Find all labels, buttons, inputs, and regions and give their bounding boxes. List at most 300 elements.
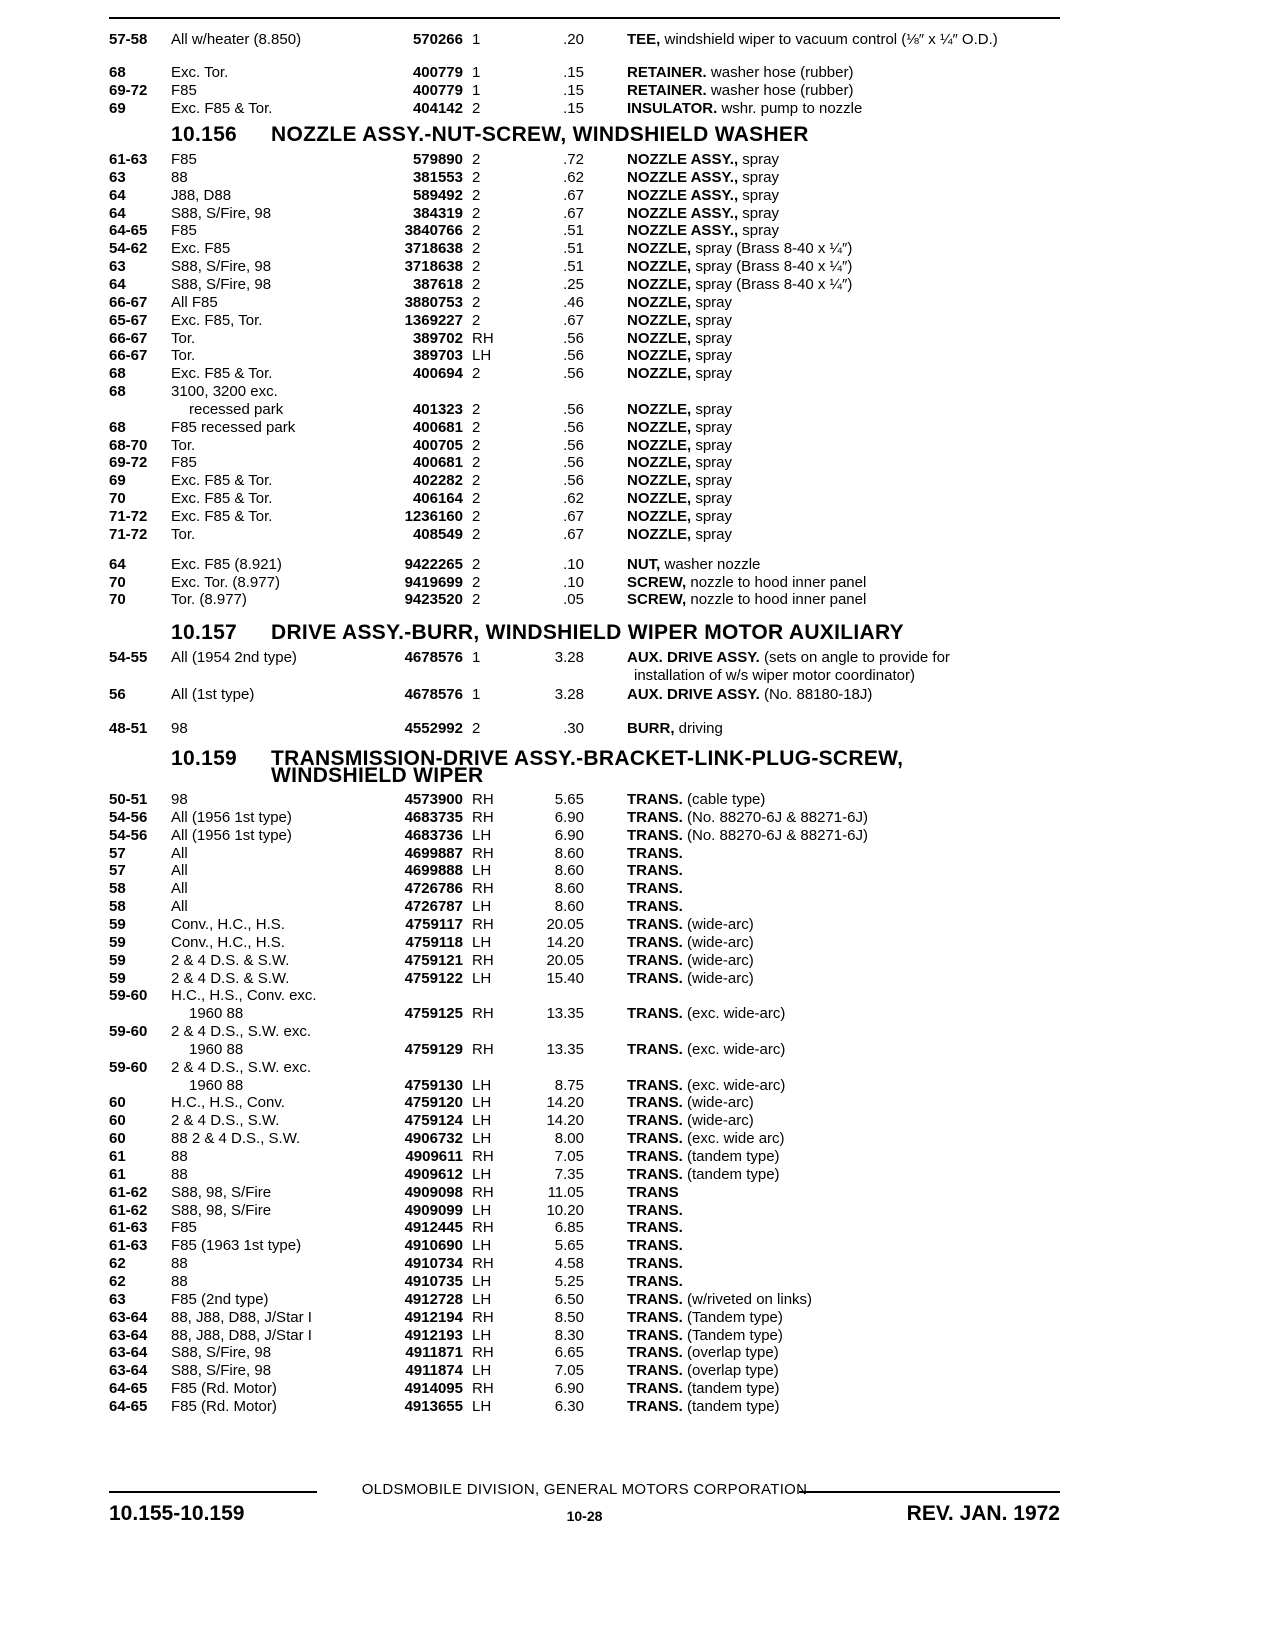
description-cell <box>627 1218 1060 1237</box>
description-detail: washer hose (rubber) <box>706 64 854 81</box>
description-cell <box>627 1290 1060 1309</box>
description-detail: spray <box>738 168 779 186</box>
part-number-cell: 4699888 <box>404 862 463 880</box>
description-cell <box>627 1379 1060 1398</box>
year-cell: 54-62 <box>109 240 148 258</box>
section-title: DRIVE ASSY.-BURR, WINDSHIELD WIPER MOTOR AUXILIARY <box>271 621 904 644</box>
part-number-cell: 4552992 <box>404 720 463 737</box>
year-cell: 64-65 <box>109 1380 148 1398</box>
model-cell: F85 <box>171 151 197 168</box>
description-cell <box>627 879 1060 898</box>
description-item: NOZZLE, <box>627 490 692 508</box>
table-row <box>109 329 1060 348</box>
description-item: TRANS. <box>627 1290 683 1308</box>
part-number-cell: 4912728 <box>404 1290 463 1308</box>
price-cell: 6.90 <box>554 826 584 844</box>
table-row <box>109 1379 1060 1398</box>
part-number-cell: 3718638 <box>404 258 463 276</box>
year-cell: 64 <box>109 275 126 293</box>
price-cell: 5.25 <box>554 1272 584 1290</box>
model-cell: 2 & 4 D.S. & S.W. <box>171 969 290 987</box>
description-cell <box>627 507 1060 526</box>
description-item: TRANS. <box>627 1148 683 1165</box>
model-cell: S88, S/Fire, 98 <box>171 1362 272 1380</box>
description-cell <box>627 915 1060 934</box>
description-item: TRANS. <box>627 791 683 808</box>
description-detail: spray <box>691 293 733 311</box>
quantity-cell: RH <box>472 808 494 826</box>
year-cell: 61-62 <box>109 1183 148 1201</box>
part-number-cell: 402282 <box>412 472 463 490</box>
section-heading <box>171 621 904 644</box>
model-cell: 88 <box>171 1255 188 1273</box>
description-item: TRANS. <box>627 1344 683 1362</box>
price-cell: 8.50 <box>554 1308 584 1326</box>
quantity-cell: RH <box>472 1344 494 1362</box>
quantity-cell: 2 <box>472 418 481 436</box>
description-item: AUX. DRIVE ASSY. <box>627 686 760 703</box>
table-row <box>109 257 1060 276</box>
quantity-cell: LH <box>472 347 492 365</box>
section-heading <box>171 123 809 146</box>
price-cell: .56 <box>563 454 584 472</box>
year-cell: 50-51 <box>109 791 148 808</box>
year-cell: 57 <box>109 844 126 862</box>
table-row <box>109 293 1060 312</box>
description-item: TRANS. <box>627 844 683 862</box>
description-detail: spray <box>691 311 733 329</box>
quantity-cell: 2 <box>472 168 481 186</box>
price-cell: .51 <box>563 258 584 276</box>
model-cell: 98 <box>171 791 188 808</box>
section-number: 10.156 <box>171 123 238 146</box>
model-cell: F85 <box>171 1219 197 1237</box>
part-number-cell: 4678576 <box>404 686 463 703</box>
year-cell: 68 <box>109 64 126 81</box>
table-row <box>109 1111 1060 1130</box>
year-cell: 62 <box>109 1272 126 1290</box>
model-cell: Exc. F85 (8.921) <box>171 555 282 573</box>
price-cell: 14.20 <box>546 1112 584 1130</box>
year-cell: 70 <box>109 490 126 508</box>
table-row <box>109 311 1060 330</box>
description-cell <box>627 239 1060 258</box>
year-cell: 61 <box>109 1165 126 1183</box>
quantity-cell: 2 <box>472 311 481 329</box>
description-detail: washer hose (rubber) <box>706 82 854 99</box>
year-cell: 61-63 <box>109 1237 148 1255</box>
quantity-cell: RH <box>472 951 494 969</box>
quantity-cell: LH <box>472 933 492 951</box>
description-item: NOZZLE ASSY., <box>627 168 739 186</box>
description-detail: (tandem type) <box>682 1380 780 1398</box>
description-cell <box>627 257 1060 276</box>
quantity-cell: 2 <box>472 151 481 168</box>
description-cell <box>627 808 1060 827</box>
description-detail: (Tandem type) <box>682 1308 783 1326</box>
description-cell <box>627 1361 1060 1380</box>
table-row <box>109 879 1060 898</box>
year-cell: 63 <box>109 258 126 276</box>
quantity-cell: 1 <box>472 649 481 666</box>
year-cell: 63-64 <box>109 1344 148 1362</box>
description-detail: (tandem type) <box>682 1397 780 1415</box>
quantity-cell: 2 <box>472 591 481 609</box>
year-cell: 63-64 <box>109 1362 148 1380</box>
year-cell: 71-72 <box>109 508 148 525</box>
description-cell <box>627 1272 1060 1291</box>
part-number-cell: 4759117 <box>405 915 463 933</box>
description-item: TRANS. <box>627 1165 683 1183</box>
part-number-cell: 4759124 <box>404 1112 463 1130</box>
description-item: NOZZLE, <box>627 365 692 383</box>
price-cell: 5.65 <box>554 791 584 808</box>
part-number-cell: 579890 <box>412 151 463 168</box>
table-row <box>109 590 1060 609</box>
year-cell: 60 <box>109 1130 126 1148</box>
quantity-cell: RH <box>472 1219 494 1237</box>
price-cell: 20.05 <box>546 915 584 933</box>
description-cell <box>627 81 1060 100</box>
table-row <box>109 719 1060 738</box>
description-detail: spray <box>691 454 733 472</box>
description-cell <box>627 951 1060 970</box>
part-number-cell: 1236160 <box>404 508 463 525</box>
year-cell: 58 <box>109 880 126 898</box>
table-row <box>109 1004 1060 1023</box>
description-cell <box>627 221 1060 240</box>
price-cell: .30 <box>563 720 584 737</box>
description-item: NOZZLE, <box>627 311 692 329</box>
description-item: NOZZLE, <box>627 293 692 311</box>
table-row <box>109 844 1060 863</box>
section-title: NOZZLE ASSY.-NUT-SCREW, WINDSHIELD WASHER <box>271 123 809 146</box>
description-cell <box>627 1076 1060 1095</box>
description-detail: (No. 88270-6J & 88271-6J) <box>682 808 868 826</box>
description-detail: (w/riveted on links) <box>682 1290 813 1308</box>
price-cell: 6.90 <box>554 808 584 826</box>
footer-revision: REV. JAN. 1972 <box>906 1502 1060 1525</box>
quantity-cell: RH <box>472 880 494 898</box>
table-row <box>109 453 1060 472</box>
model-cell: S88, 98, S/Fire <box>171 1201 272 1219</box>
year-cell: 64 <box>109 555 126 573</box>
description-item: TRANS. <box>627 808 683 826</box>
part-number-cell: 4910690 <box>404 1237 463 1255</box>
part-number-cell: 4759122 <box>404 969 463 987</box>
description-cell <box>627 293 1060 312</box>
table-row <box>109 1183 1060 1202</box>
description-item: NOZZLE, <box>627 258 692 276</box>
model-cell: All w/heater (8.850) <box>171 31 302 48</box>
year-cell: 68 <box>109 418 126 436</box>
price-cell: 3.28 <box>554 686 584 703</box>
footer-section-range: 10.155-10.159 <box>109 1502 245 1525</box>
description-item: TEE, <box>627 31 661 48</box>
description-detail: (wide-arc) <box>682 1112 754 1130</box>
price-cell: .05 <box>563 591 584 609</box>
table-row <box>109 239 1060 258</box>
description-cell <box>627 1165 1060 1184</box>
quantity-cell: RH <box>472 1380 494 1398</box>
model-cell: All <box>171 844 188 862</box>
year-cell: 54-56 <box>109 826 148 844</box>
model-cell: recessed park <box>189 400 284 418</box>
quantity-cell: 1 <box>472 82 481 99</box>
year-cell: 69 <box>109 100 126 117</box>
description-item: NOZZLE, <box>627 454 692 472</box>
part-number-cell: 389702 <box>412 329 463 347</box>
year-cell: 59 <box>109 933 126 951</box>
description-cell <box>627 790 1060 809</box>
description-item: TRANS. <box>627 969 683 987</box>
description-item: TRANS. <box>627 1272 683 1290</box>
year-cell: 61-62 <box>109 1201 148 1219</box>
model-cell: 1960 88 <box>189 1005 244 1023</box>
year-cell: 62 <box>109 1255 126 1273</box>
description-detail: (sets on angle to provide for <box>759 649 950 666</box>
quantity-cell: 2 <box>472 555 481 573</box>
quantity-cell: LH <box>472 1165 492 1183</box>
price-cell: 6.30 <box>554 1397 584 1415</box>
price-cell: .56 <box>563 472 584 490</box>
quantity-cell: 2 <box>472 525 481 543</box>
model-cell: Conv., H.C., H.S. <box>171 915 285 933</box>
table-row <box>109 1147 1060 1166</box>
table-row <box>109 648 1060 667</box>
quantity-cell: LH <box>472 1130 492 1148</box>
description-cell <box>627 969 1060 988</box>
description-cell <box>627 63 1060 82</box>
part-number-cell: 381553 <box>412 168 463 186</box>
quantity-cell: 2 <box>472 490 481 508</box>
part-number-cell: 570266 <box>412 31 463 48</box>
year-cell: 61-63 <box>109 1219 148 1237</box>
year-cell: 60 <box>109 1094 126 1112</box>
price-cell: .15 <box>563 82 584 99</box>
description-cell <box>627 1040 1060 1059</box>
description-item: TRANS. <box>627 1237 683 1255</box>
price-cell: 14.20 <box>546 1094 584 1112</box>
model-cell: Tor. <box>171 525 196 543</box>
table-row <box>109 951 1060 970</box>
description-cell <box>627 1093 1060 1112</box>
description-item: TRANS. <box>627 933 683 951</box>
price-cell: .67 <box>563 204 584 222</box>
description-detail: (wide-arc) <box>682 915 754 933</box>
part-number-cell: 4726786 <box>404 880 463 898</box>
price-cell: 6.90 <box>554 1380 584 1398</box>
description-detail: spray <box>738 204 779 222</box>
year-cell: 71-72 <box>109 525 148 543</box>
description-item: TRANS. <box>627 1219 683 1237</box>
table-row <box>109 1165 1060 1184</box>
quantity-cell: LH <box>472 1397 492 1415</box>
description-item: AUX. DRIVE ASSY. <box>627 649 760 666</box>
description-cell <box>627 1201 1060 1220</box>
description-detail: spray <box>691 525 733 543</box>
description-detail: wshr. pump to nozzle <box>717 100 863 117</box>
part-number-cell: 4683736 <box>404 826 463 844</box>
description-item: TRANS. <box>627 1076 683 1094</box>
model-cell: 88 <box>171 168 188 186</box>
quantity-cell: LH <box>472 862 492 880</box>
table-row <box>109 1093 1060 1112</box>
table-row <box>109 573 1060 592</box>
year-cell: 66-67 <box>109 347 148 365</box>
year-cell: 61 <box>109 1148 126 1165</box>
price-cell: .67 <box>563 311 584 329</box>
year-cell: 68 <box>109 383 126 401</box>
price-cell: .56 <box>563 436 584 454</box>
description-cell <box>627 1004 1060 1023</box>
description-detail: (overlap type) <box>682 1362 779 1380</box>
quantity-cell: 2 <box>472 400 481 418</box>
quantity-cell: LH <box>472 1112 492 1130</box>
price-cell: .56 <box>563 347 584 365</box>
description-detail: (exc. wide-arc) <box>682 1005 786 1023</box>
description-cell <box>627 150 1060 169</box>
description-cell <box>627 364 1060 383</box>
model-cell: F85 (1963 1st type) <box>171 1237 302 1255</box>
description-item: TRANS. <box>627 880 683 898</box>
description-detail: spray <box>738 151 779 168</box>
part-number-cell: 4909098 <box>404 1183 463 1201</box>
part-number-cell: 406164 <box>412 490 463 508</box>
price-cell: .67 <box>563 186 584 204</box>
model-cell: F85 recessed park <box>171 418 296 436</box>
description-detail: spray <box>691 400 733 418</box>
part-number-cell: 408549 <box>412 525 463 543</box>
price-cell: 7.05 <box>554 1148 584 1165</box>
year-cell: 58 <box>109 898 126 916</box>
description-item: NOZZLE ASSY., <box>627 222 739 240</box>
year-cell: 68-70 <box>109 436 148 454</box>
part-number-cell: 4759121 <box>404 951 463 969</box>
price-cell: .51 <box>563 222 584 240</box>
description-detail: washer nozzle <box>660 555 761 573</box>
model-cell: 2 & 4 D.S., S.W. exc. <box>171 1058 312 1076</box>
description-item: TRANS. <box>627 826 683 844</box>
description-item: TRANS. <box>627 1094 683 1112</box>
model-cell: Exc. F85 & Tor. <box>171 365 273 383</box>
description-detail: nozzle to hood inner panel <box>686 591 867 609</box>
part-number-cell: 387618 <box>412 275 463 293</box>
description-detail: (exc. wide arc) <box>682 1130 785 1148</box>
quantity-cell: 2 <box>472 508 481 525</box>
model-cell: 2 & 4 D.S. & S.W. <box>171 951 290 969</box>
year-cell: 63 <box>109 168 126 186</box>
table-row <box>109 1058 1060 1077</box>
quantity-cell: RH <box>472 844 494 862</box>
table-row <box>109 790 1060 809</box>
description-cell <box>627 99 1060 118</box>
part-number-cell: 4726787 <box>404 898 463 916</box>
description-detail: driving <box>674 720 723 737</box>
description-cell <box>627 826 1060 845</box>
table-row <box>109 861 1060 880</box>
part-number-cell: 9423520 <box>404 591 463 609</box>
year-cell: 68 <box>109 365 126 383</box>
quantity-cell: 2 <box>472 204 481 222</box>
description-item: RETAINER. <box>627 64 707 81</box>
quantity-cell: LH <box>472 1094 492 1112</box>
description-item: TRANS. <box>627 915 683 933</box>
table-row <box>109 897 1060 916</box>
table-row <box>109 1343 1060 1362</box>
year-cell: 56 <box>109 686 126 703</box>
quantity-cell: 1 <box>472 64 481 81</box>
description-detail: (wide-arc) <box>682 1094 754 1112</box>
description-detail: windshield wiper to vacuum control (⅛″ x ¼″ O.D.) <box>660 31 998 48</box>
model-cell: 2 & 4 D.S., S.W. exc. <box>171 1023 312 1041</box>
model-cell: Tor. (8.977) <box>171 591 247 609</box>
description-detail: (overlap type) <box>682 1344 779 1362</box>
description-detail: (wide-arc) <box>682 969 754 987</box>
description-detail: spray <box>738 186 779 204</box>
description-item: TRANS. <box>627 1201 683 1219</box>
description-cell <box>627 590 1060 609</box>
year-cell: 64-65 <box>109 222 148 240</box>
description-cell <box>627 471 1060 490</box>
description-item: TRANS. <box>627 1112 683 1130</box>
quantity-cell: 2 <box>472 275 481 293</box>
model-cell: All (1954 2nd type) <box>171 649 297 666</box>
table-row <box>109 418 1060 437</box>
description-item: TRANS. <box>627 1005 683 1023</box>
price-cell: .67 <box>563 508 584 525</box>
description-cell <box>627 329 1060 348</box>
quantity-cell: LH <box>472 1326 492 1344</box>
table-row <box>109 168 1060 187</box>
price-cell: 8.00 <box>554 1130 584 1148</box>
table-row <box>109 1290 1060 1309</box>
price-cell: .51 <box>563 240 584 258</box>
model-cell: S88, S/Fire, 98 <box>171 1344 272 1362</box>
part-number-cell: 400705 <box>412 436 463 454</box>
year-cell: 65-67 <box>109 311 148 329</box>
description-cell <box>627 1343 1060 1362</box>
year-cell: 59-60 <box>109 1023 148 1041</box>
description-cell <box>627 1129 1060 1148</box>
table-row <box>109 1361 1060 1380</box>
table-row <box>109 221 1060 240</box>
year-cell: 64-65 <box>109 1397 148 1415</box>
part-number-cell: 4911871 <box>405 1344 463 1362</box>
price-cell: 20.05 <box>546 951 584 969</box>
table-row <box>109 685 1060 704</box>
year-cell: 59-60 <box>109 987 148 1005</box>
table-row <box>109 1254 1060 1273</box>
price-cell: .56 <box>563 400 584 418</box>
description-cell <box>627 275 1060 294</box>
year-cell: 59-60 <box>109 1058 148 1076</box>
model-cell: 88 <box>171 1165 188 1183</box>
part-number-cell: 4914095 <box>404 1380 463 1398</box>
price-cell: .25 <box>563 275 584 293</box>
description-item: TRANS. <box>627 1326 683 1344</box>
description-detail: spray (Brass 8-40 x ¼″) <box>691 240 853 258</box>
table-row <box>109 826 1060 845</box>
quantity-cell: LH <box>472 898 492 916</box>
model-cell: S88, S/Fire, 98 <box>171 258 272 276</box>
table-row <box>109 1308 1060 1327</box>
model-cell: H.C., H.S., Conv. exc. <box>171 987 317 1005</box>
model-cell: Tor. <box>171 329 196 347</box>
price-cell: 11.05 <box>547 1183 584 1201</box>
quantity-cell: RH <box>472 1308 494 1326</box>
description-cell <box>627 573 1060 592</box>
